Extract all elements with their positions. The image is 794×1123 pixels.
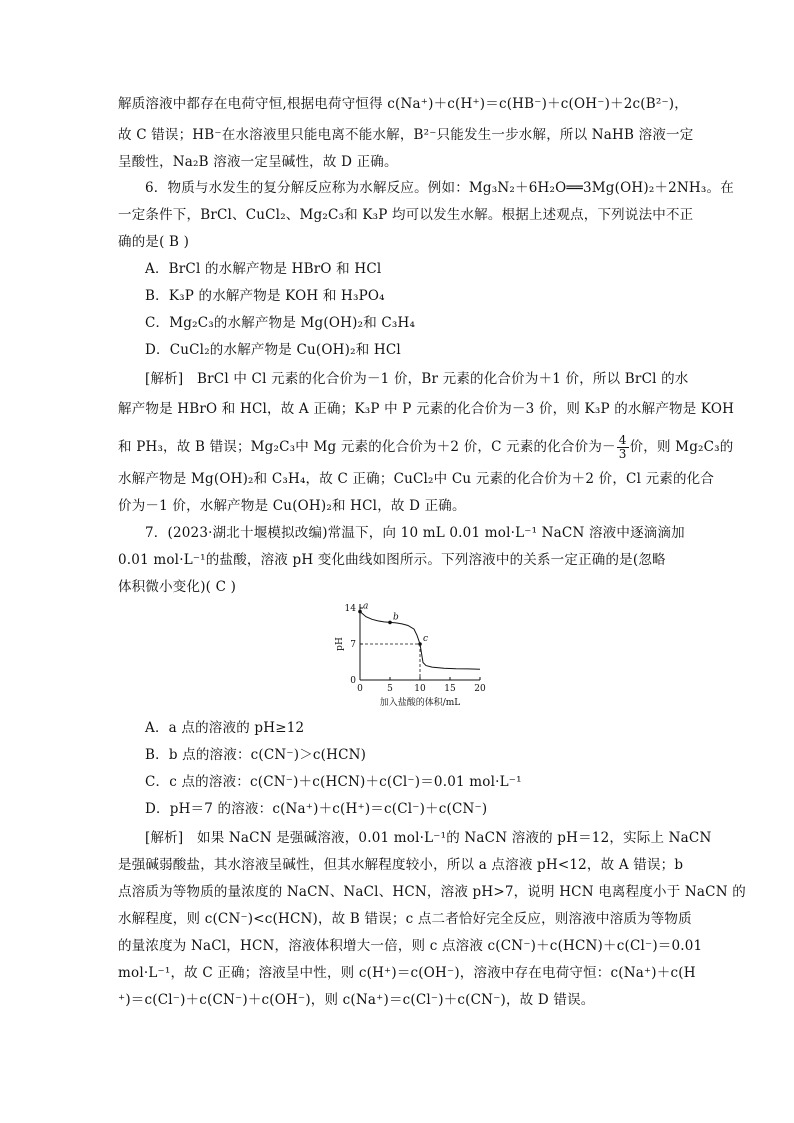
q6-analysis-line-3-a: 和 PH₃，故 B 错误；Mg₂C₃中 Mg 元素的化合价为＋2 价，C 元素的化合价为－	[118, 439, 616, 455]
q6-stem-line-2: 一定条件下，BrCl、CuCl₂、Mg₂C₃和 K₃P 均可以发生水解。根据上述观点，下列说法中不正	[118, 207, 694, 223]
fraction	[617, 434, 629, 461]
q7-option-c: C．c 点的溶液：c(CN⁻)＋c(HCN)＋c(Cl⁻)＝0.01 mol·L⁻¹	[145, 774, 522, 790]
ph-titration-chart	[330, 600, 510, 712]
prev-analysis-line-3: 呈酸性，Na₂B 溶液一定呈碱性，故 D 正确。	[118, 154, 398, 170]
x-tick-label: 10	[414, 684, 426, 694]
x-tick-label: 20	[474, 684, 486, 694]
q6-analysis-line-4: 水解产物是 Mg(OH)₂和 C₃H₄，故 C 正确；CuCl₂中 Cu 元素的化合价为＋2 价，Cl 元素的化合	[118, 471, 715, 487]
q7-stem-line-3: 体积微小变化)( C )	[118, 579, 237, 595]
y-axis-label: pH	[335, 637, 345, 651]
q6-stem-line-1: 6．物质与水发生的复分解反应称为水解反应。例如：Mg₃N₂＋6H₂O══3Mg(OH)₂＋2NH₃。在	[145, 180, 734, 196]
q7-analysis-line-1: [解析] 如果 NaCN 是强碱溶液，0.01 mol·L⁻¹的 NaCN 溶液的 pH＝12，实际上 NaCN	[145, 830, 712, 846]
x-tick-label: 0	[357, 684, 363, 694]
q7-option-a: A．a 点的溶液的 pH≥12	[145, 720, 305, 736]
x-tick-label: 15	[444, 684, 456, 694]
y-tick-label: 14	[344, 604, 356, 614]
q6-option-a: A．BrCl 的水解产物是 HBrO 和 HCl	[145, 261, 382, 277]
q7-option-d: D．pH＝7 的溶液：c(Na⁺)＋c(H⁺)＝c(Cl⁻)＋c(CN⁻)	[145, 801, 488, 817]
point-a	[358, 610, 362, 614]
point-c	[418, 642, 422, 646]
y-tick-label: 7	[350, 640, 356, 650]
point-label-a: a	[363, 601, 369, 612]
q7-analysis-line-6: mol·L⁻¹，故 C 正确；溶液呈中性，则 c(H⁺)＝c(OH⁻)，溶液中存在电荷守恒：c(Na⁺)＋c(H	[118, 965, 696, 981]
point-label-c: c	[423, 634, 429, 644]
q6-option-d: D．CuCl₂的水解产物是 Cu(OH)₂和 HCl	[145, 342, 401, 358]
q6-analysis-line-3	[118, 433, 734, 461]
prev-analysis-line-1: 解质溶液中都存在电荷守恒,根据电荷守恒得 c(Na⁺)＋c(H⁺)＝c(HB⁻)＋c(OH⁻)＋2c(B²⁻)，	[118, 96, 688, 112]
fraction-numerator: 4	[618, 433, 627, 447]
q7-analysis-line-7: ⁺)＝c(Cl⁻)＋c(CN⁻)＋c(OH⁻)，则 c(Na⁺)＝c(Cl⁻)＋c(CN⁻)，故 D 错误。	[118, 992, 595, 1008]
q7-analysis-line-2: 是强碱弱酸盐，其水溶液呈碱性，但其水解程度较小，所以 a 点溶液 pH<12，故 A 错误；b	[118, 857, 684, 873]
point-label-b: b	[393, 612, 399, 623]
q7-analysis-line-3: 点溶质为等物质的量浓度的 NaCN、NaCl、HCN，溶液 pH>7，说明 HCN 电离程度小于 NaCN 的	[118, 884, 746, 900]
q7-stem-line-2: 0.01 mol·L⁻¹的盐酸，溶液 pH 变化曲线如图所示。下列溶液中的关系一定正确的是(忽略	[118, 552, 666, 568]
ph-chart-svg	[330, 600, 510, 712]
q6-option-b: B．K₃P 的水解产物是 KOH 和 H₃PO₄	[145, 288, 385, 304]
point-b	[388, 621, 392, 625]
q6-analysis-line-5: 价为－1 价，水解产物是 Cu(OH)₂和 HCl，故 D 正确。	[118, 498, 466, 514]
y-tick-label: 0	[350, 676, 356, 686]
q6-analysis-line-3-b: 价，则 Mg₂C₃的	[629, 439, 734, 455]
x-axis-label: 加入盐酸的体积/mL	[379, 698, 461, 708]
q7-stem-line-1: 7．(2023·湖北十堰模拟改编)常温下，向 10 mL 0.01 mol·L⁻¹ NaCN 溶液中逐滴滴加	[145, 525, 685, 541]
q7-analysis-line-5: 的量浓度为 NaCl，HCN，溶液体积增大一倍，则 c 点溶液 c(CN⁻)＋c(HCN)＋c(Cl⁻)＝0.01	[118, 938, 703, 954]
q6-stem-line-3: 确的是( B )	[118, 234, 190, 250]
q6-option-c: C．Mg₂C₃的水解产物是 Mg(OH)₂和 C₃H₄	[145, 315, 416, 331]
q7-analysis-line-4: 水解程度，则 c(CN⁻)<c(HCN)，故 B 错误；c 点二者恰好完全反应，则溶液中溶质为等物质	[118, 911, 692, 927]
prev-analysis-line-2: 故 C 错误；HB⁻在水溶液里只能电离不能水解，B²⁻只能发生一步水解，所以 NaHB 溶液一定	[118, 127, 694, 143]
fraction-denominator: 3	[618, 447, 627, 461]
q6-analysis-line-1: [解析] BrCl 中 Cl 元素的化合价为－1 价，Br 元素的化合价为＋1 价，所以 BrCl 的水	[145, 371, 689, 387]
x-tick-label: 5	[387, 684, 393, 694]
q6-analysis-line-2: 解产物是 HBrO 和 HCl，故 A 正确；K₃P 中 P 元素的化合价为－3 价，则 K₃P 的水解产物是 KOH	[118, 401, 735, 417]
q7-option-b: B．b 点的溶液：c(CN⁻)＞c(HCN)	[145, 747, 367, 763]
